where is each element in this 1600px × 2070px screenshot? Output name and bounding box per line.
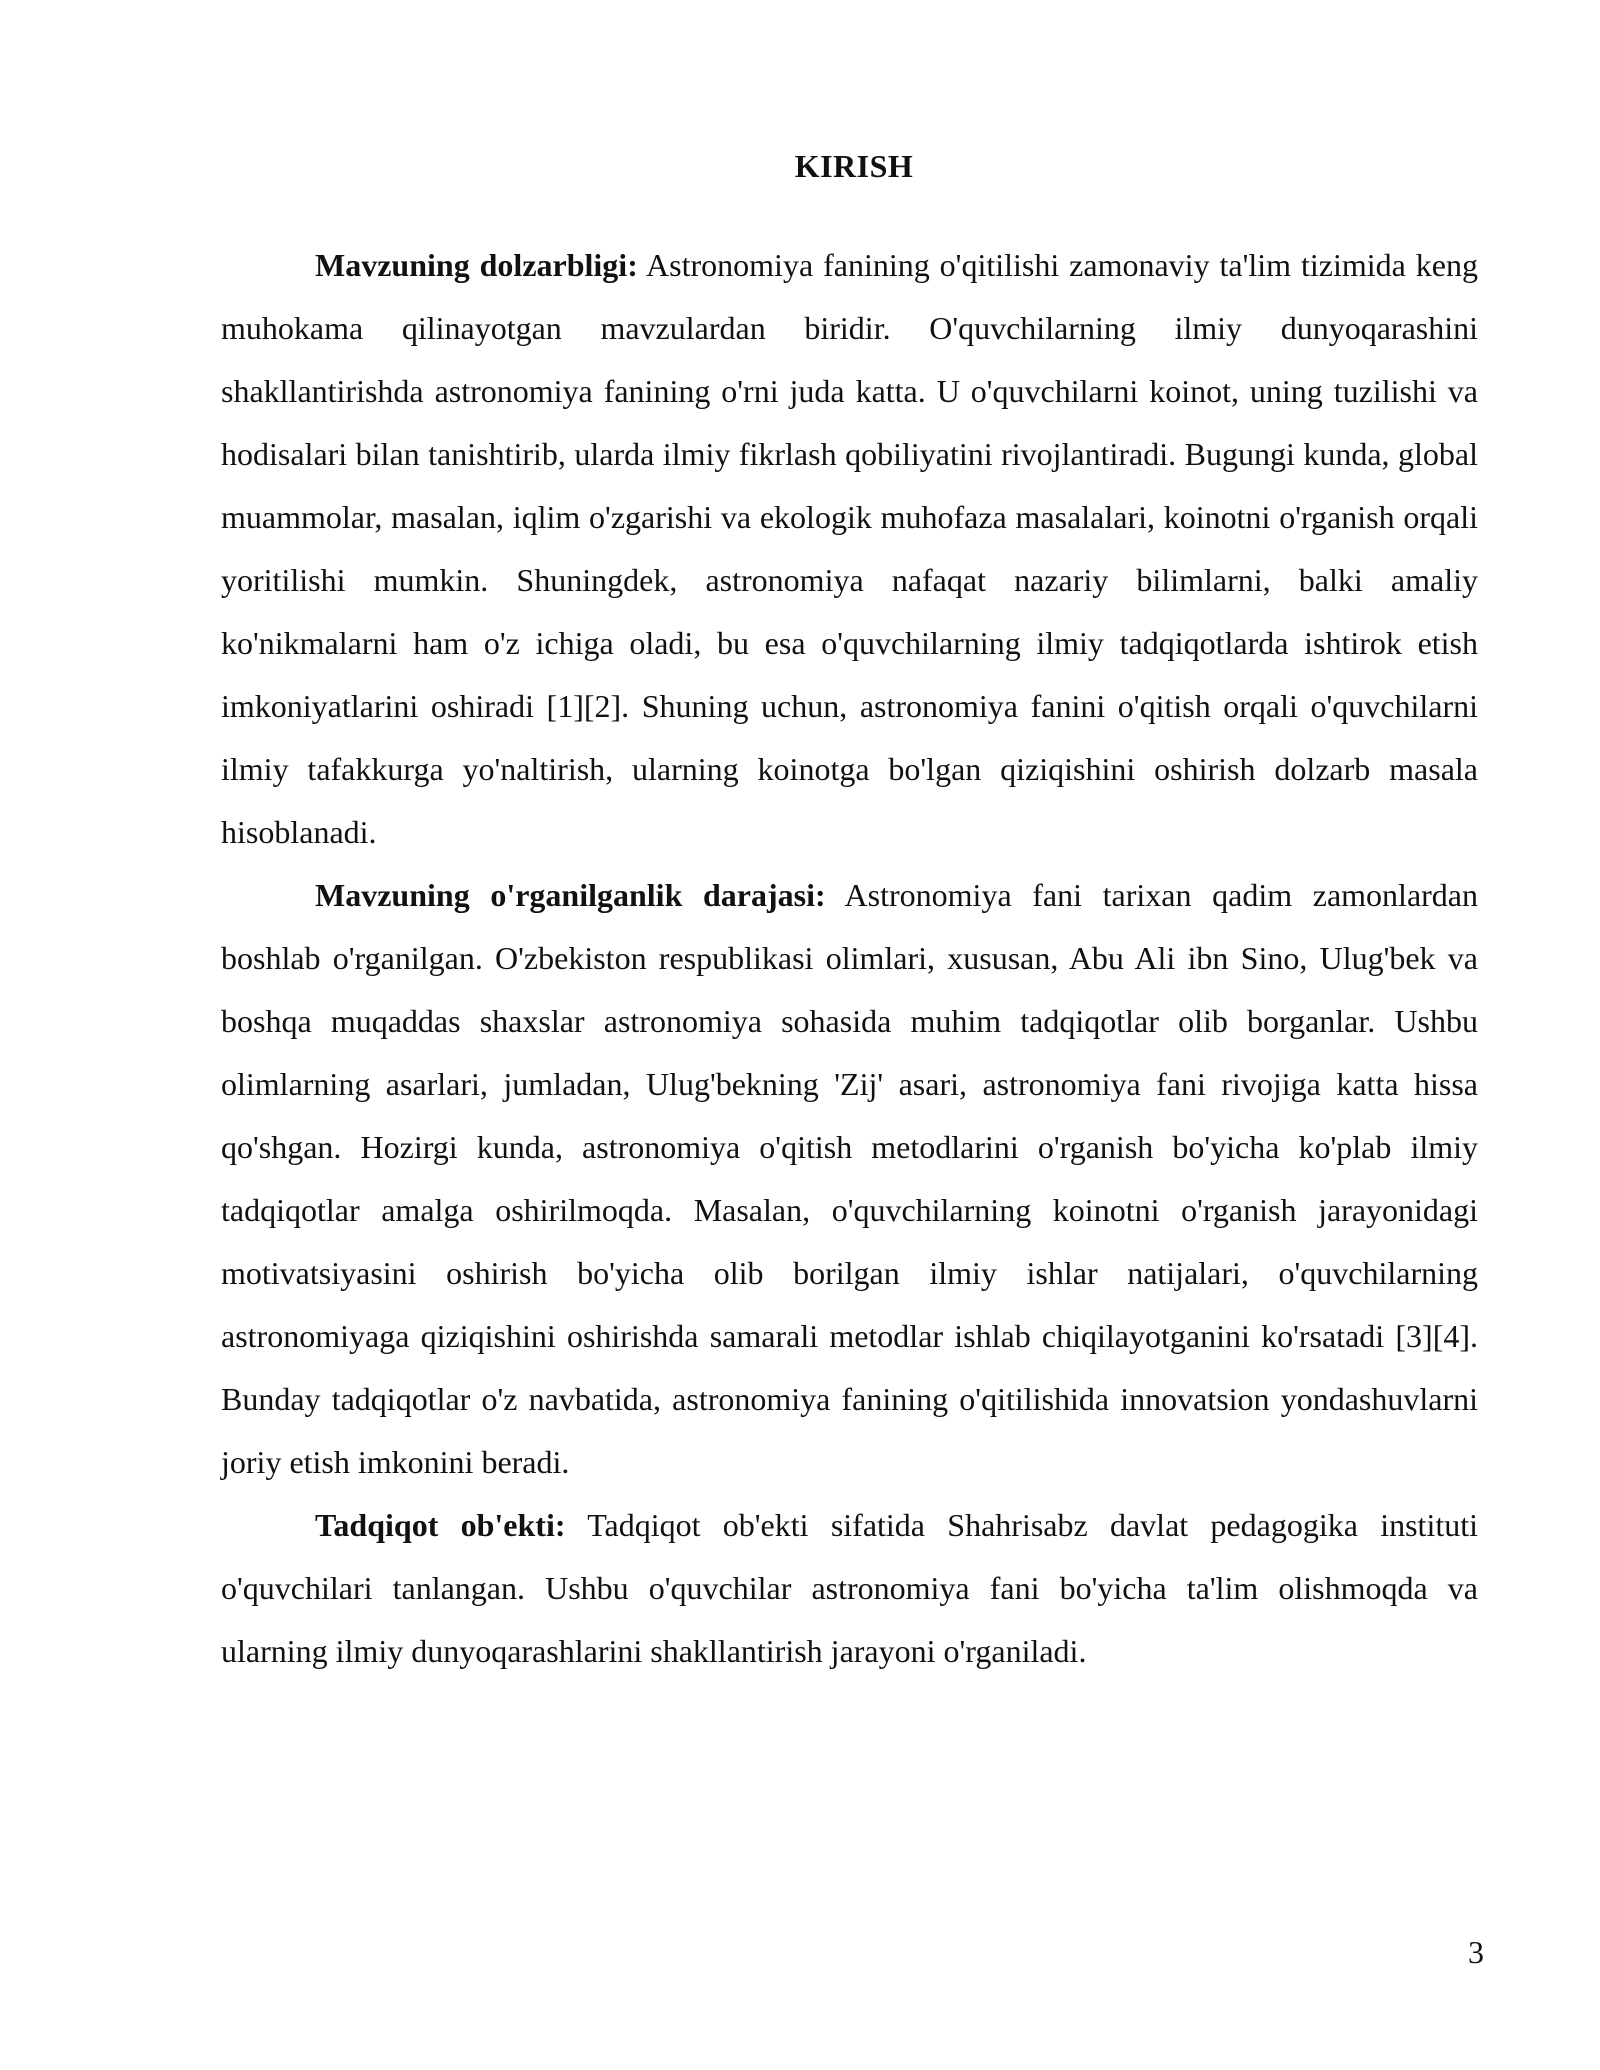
page-title: KIRISH (794, 148, 914, 184)
paragraph-research-level (221, 864, 1478, 1494)
document-body (221, 234, 1478, 1683)
paragraph-text: Astronomiya fanining o'qitilishi zamonaviy ta'lim tizimida keng muhokama qilinayotgan mavzulardan biridir. O'quvchilarning ilmiy dunyoqarashini shakllantirishda astronomiya fanining o'rni juda katta. U o'quvchilarni koinot, uning tuzilishi va hodisalari bilan tanishtirib, ularda ilmiy fikrlash qobiliyatini rivojlantiradi. Bugungi kunda, global muammolar, masalan, iqlim o'zgarishi va ekologik muhofaza masalalari, koinotni o'rganish orqali yoritilishi mumkin. Shuningdek, astronomiya nafaqat nazariy bilimlarni, balki amaliy ko'nikmalarni ham o'z ichiga oladi, bu esa o'quvchilarning ilmiy tadqiqotlarda ishtirok etish imkoniyatlarini oshiradi [1][2]. Shuning uchun, astronomiya fanini o'qitish orqali o'quvchilarni ilmiy tafakkurga yo'naltirish, ularning koinotga bo'lgan qiziqishini oshirish dolzarb masala hisoblanadi. (221, 247, 1479, 850)
paragraph-text: Astronomiya fani tarixan qadim zamonlardan boshlab o'rganilgan. O'zbekiston respublikasi olimlari, xususan, Abu Ali ibn Sino, Ulug'bek va boshqa muqaddas shaxslar astronomiya sohasida muhim tadqiqotlar olib borganlar. Ushbu olimlarning asarlari, jumladan, Ulug'bekning 'Zij' asari, astronomiya fani rivojiga katta hissa qo'shgan. Hozirgi kunda, astronomiya o'qitish metodlarini o'rganish bo'yicha ko'plab ilmiy tadqiqotlar amalga oshirilmoqda. Masalan, o'quvchilarning koinotni o'rganish jarayonidagi motivatsiyasini oshirish bo'yicha olib borilgan ilmiy ishlar natijalari, o'quvchilarning astronomiyaga qiziqishini oshirishda samarali metodlar ishlab chiqilayotganini ko'rsatadi [3][4]. Bunday tadqiqotlar o'z navbatida, astronomiya fanining o'qitilishida innovatsion yondashuvlarni joriy etish imkonini beradi. (221, 877, 1479, 1480)
paragraph-lead: Mavzuning dolzarbligi: (315, 247, 638, 283)
paragraph-lead: Tadqiqot ob'ekti: (315, 1507, 566, 1543)
paragraph-lead: Mavzuning o'rganilganlik darajasi: (315, 877, 826, 913)
paragraph-text: Tadqiqot ob'ekti sifatida Shahrisabz davlat pedagogika instituti o'quvchilari tanlangan. Ushbu o'quvchilar astronomiya fani bo'yicha ta'lim olishmoqda va ularning ilmiy dunyoqarashlarini shakllantirish jarayoni o'rganiladi. (221, 1507, 1479, 1669)
paragraph-research-object (221, 1494, 1478, 1683)
paragraph-relevance (221, 234, 1478, 864)
page-number: 3 (1468, 1934, 1484, 1970)
